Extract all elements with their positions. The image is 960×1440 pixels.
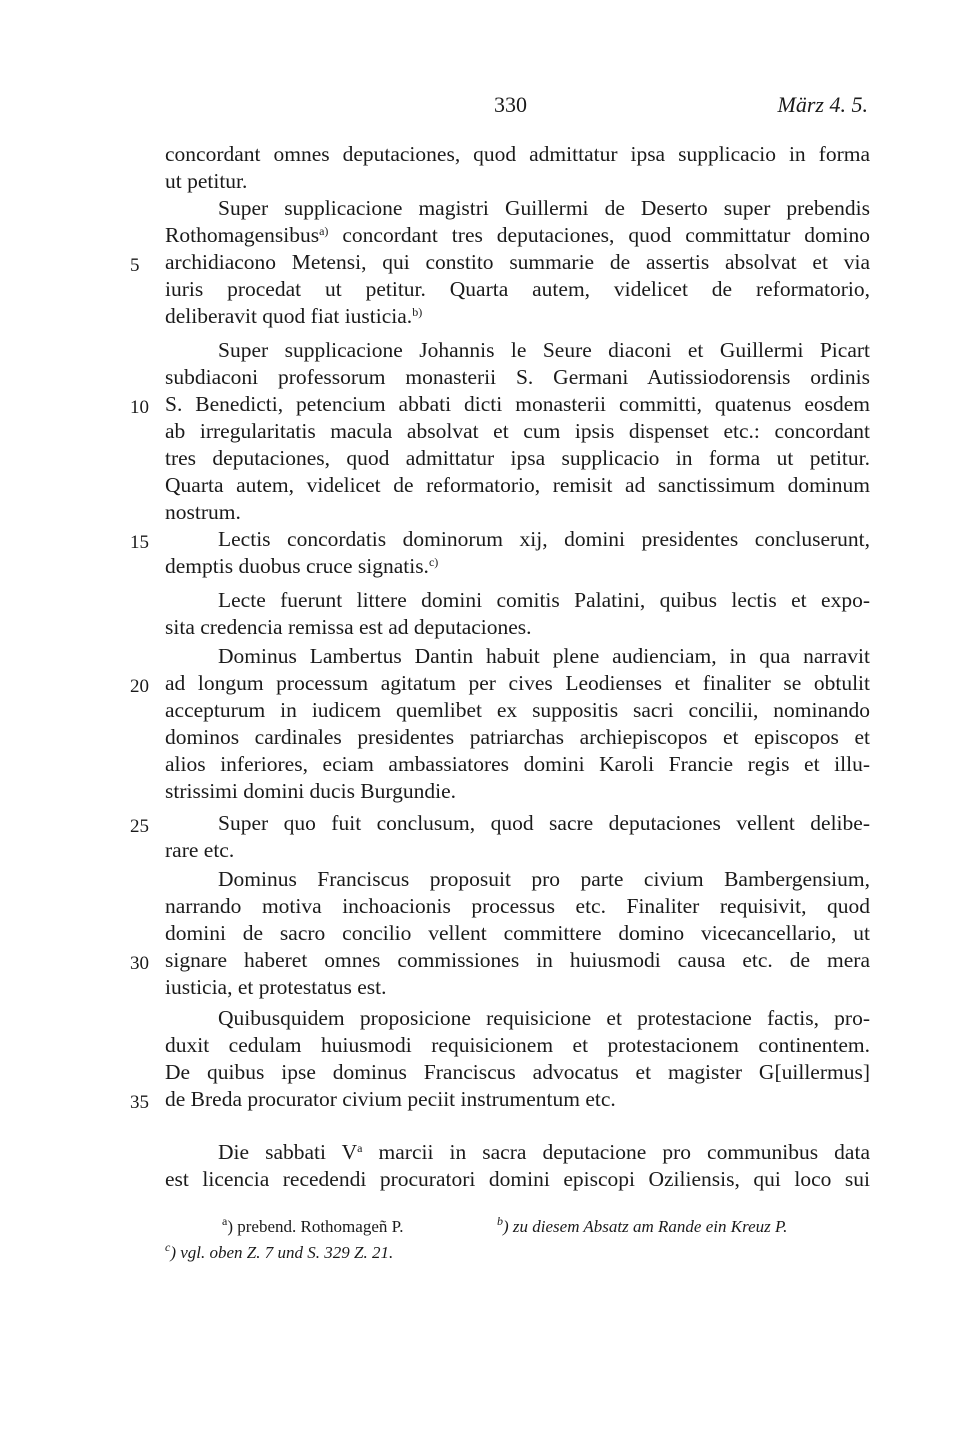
page-header [0,92,960,122]
footnote-a: $^a$) prebend. Rothomageñ P. [222,1214,404,1236]
text-line: Dominus Lambertus Dantin habuit plene audienciam, in qua narravit [218,644,870,668]
text-line: iusticia, et protestatus est. [165,975,387,999]
superscript: a [357,1141,363,1155]
text-line: ab irregularitatis macula absolvat et cum ipsis dispenset etc.: concordant [165,419,870,443]
text-line: ut petitur. [165,169,248,193]
text-line: tres deputaciones, quod admittatur ipsa supplicacio in forma ut petitur. [165,446,870,470]
text-line: domini de sacro concilio vellent committere domino vicecancellario, ut [165,921,870,945]
text-line: Super quo fuit conclusum, quod sacre deputaciones vellent delibe- [218,811,870,835]
line-number: 30 [130,953,149,974]
text-line: Super supplicacione magistri Guillermi de Deserto super prebendis [218,196,870,220]
text-line: Lectis concordatis dominorum xij, domini presidentes concluserunt, [218,527,870,551]
text-line: Super supplicacione Johannis le Seure diaconi et Guillermi Picart [218,338,870,362]
text-line: sita credencia remissa est ad deputaciones. [165,615,532,639]
footnote-c: $^c$) vgl. oben Z. 7 und S. 329 Z. 21. [165,1240,394,1262]
text-line: Lecte fuerunt littere domini comitis Palatini, quibus lectis et expo- [218,588,870,612]
text-line: est licencia recedendi procuratori domini episcopi Oziliensis, qui loco sui [165,1167,870,1191]
footnote-ref: a) [319,224,329,238]
text-line: alios inferiores, eciam ambassiatores domini Karoli Francie regis et illu- [165,752,870,776]
footnote-ref: b) [412,305,423,319]
line-number: 15 [130,532,149,553]
text-line: narrando motiva inchoacionis processus etc. Finaliter requisivit, quod [165,894,870,918]
text-line: duxit cedulam huiusmodi requisicionem et protestacionem continentem. [165,1033,870,1057]
text-line: subdiaconi professorum monasterii S. Germani Autissiodorensis ordinis [165,365,870,389]
text-line: strissimi domini ducis Burgundie. [165,779,457,803]
line-number: 10 [130,397,149,418]
text-line: ad longum processum agitatum per cives Leodienses et finaliter se obtulit [165,671,870,695]
text-line: archidiacono Metensi, qui constito summarie de assertis absolvat et via [165,250,870,274]
footnote-b: $^b$) zu diesem Absatz am Rande ein Kreuz P. [497,1214,788,1236]
text-line: S. Benedicti, petencium abbati dicti monasterii committi, quatenus eosdem [165,392,870,416]
text-line: Dominus Franciscus proposuit pro parte civium Bambergensium, [218,867,870,891]
text-line: Rothomagensibus$^{a)}$ concordant tres deputaciones, quod committatur domino [165,223,870,247]
text-line: de Breda procurator civium peciit instrumentum etc. [165,1087,616,1111]
text-line: dominos cardinales presidentes patriarchas archiepiscopos et episcopos et [165,725,870,749]
text-line: deliberavit quod fiat iusticia.$^{b)}$ [165,304,423,328]
text-line: rare etc. [165,838,235,862]
footnote-ref: c) [428,555,439,569]
text-line: De quibus ipse dominus Franciscus advocatus et magister G[uillermus] [165,1060,870,1084]
text-line: Quibusquidem proposicione requisicione et protestacione factis, pro- [218,1006,870,1030]
text-line: demptis duobus cruce signatis.$^{c)}$ [165,554,439,578]
text-line: Quarta autem, videlicet de reformatorio, remisit ad sanctissimum dominum [165,473,870,497]
text-line: accepturum in iudicem quemlibet ex suppositis sacri concilii, nominando [165,698,870,722]
text-line: Die sabbati $V^a$ marcii in sacra deputacione pro communibus data [218,1140,870,1164]
page-number: 330 [494,92,527,117]
text-line: concordant omnes deputaciones, quod admittatur ipsa supplicacio in forma [165,142,870,166]
running-head: März 4. 5. [777,92,868,117]
line-number: 5 [130,255,140,276]
line-number: 35 [130,1092,149,1113]
text-line: signare haberet omnes commissiones in huiusmodi causa etc. de mera [165,948,870,972]
text-line: iuris procedat ut petitur. Quarta autem, videlicet de reformatorio, [165,277,870,301]
line-number: 20 [130,676,149,697]
line-number: 25 [130,816,149,837]
text-line: nostrum. [165,500,241,524]
